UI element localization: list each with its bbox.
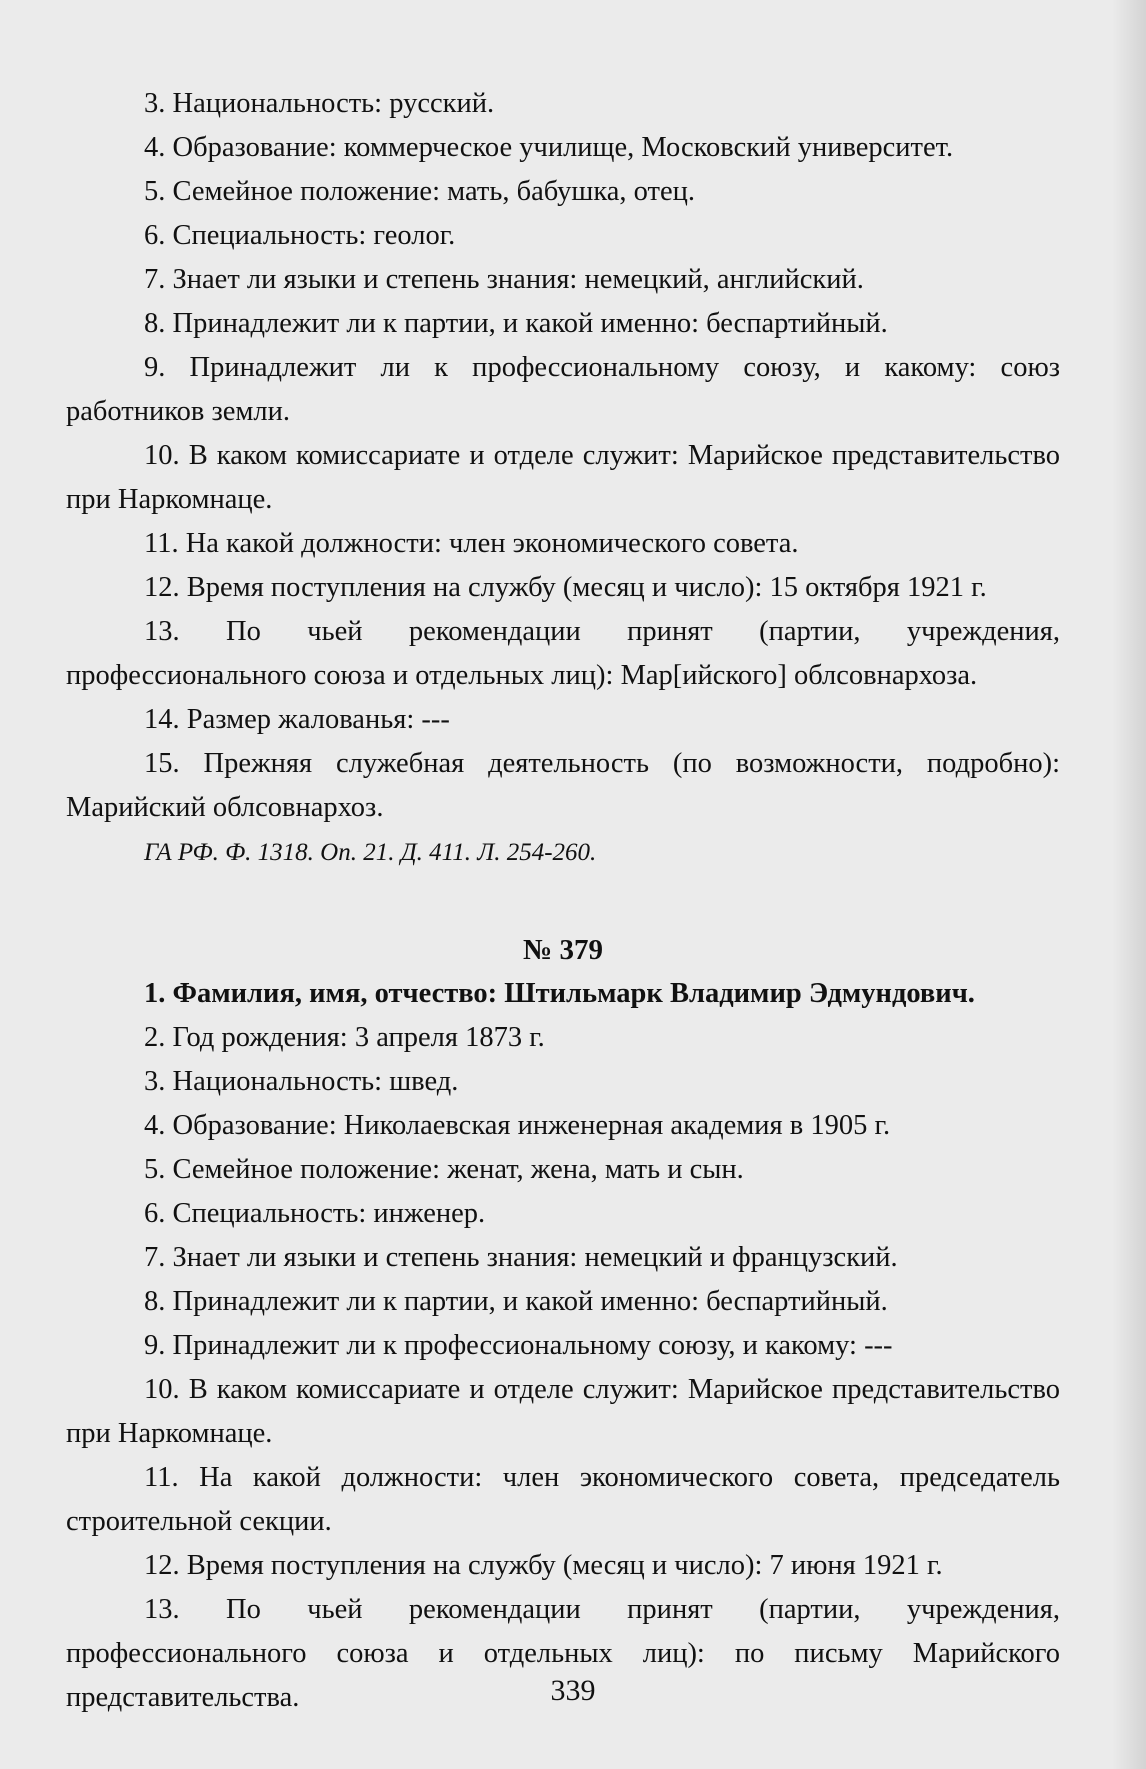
prev-item-3: 3. Национальность: русский. bbox=[144, 88, 495, 119]
entry-item-12: 12. Время поступления на службу (месяц и число): 7 июня 1921 г. bbox=[144, 1550, 943, 1581]
prev-item-4: 4. Образование: коммерческое училище, Московский университет. bbox=[144, 132, 954, 163]
entry-item-8: 8. Принадлежит ли к партии, и какой именно: беспартийный. bbox=[144, 1286, 888, 1317]
entry-item-11: 11. На какой должности: член экономического совета, председатель строительной секции. bbox=[66, 1462, 1060, 1537]
prev-item-9: 9. Принадлежит ли к профессиональному союзу, и какому: союз работников земли. bbox=[66, 352, 1060, 427]
page-number: 339 bbox=[550, 1674, 596, 1707]
prev-item-14: 14. Размер жалованья: --- bbox=[144, 704, 450, 735]
entry-item-10: 10. В каком комиссариате и отделе служит: Марийское представительство при Наркомнаце. bbox=[66, 1374, 1060, 1449]
prev-item-15: 15. Прежняя служебная деятельность (по возможности, подробно): Марийский облсовнархоз. bbox=[66, 748, 1060, 823]
entry-item-7: 7. Знает ли языки и степень знания: немецкий и французский. bbox=[144, 1242, 898, 1273]
prev-item-8: 8. Принадлежит ли к партии, и какой именно: беспартийный. bbox=[144, 308, 888, 339]
prev-item-7: 7. Знает ли языки и степень знания: немецкий, английский. bbox=[144, 264, 864, 295]
prev-item-10: 10. В каком комиссариате и отделе служит: Марийское представительство при Наркомнаце. bbox=[66, 440, 1060, 515]
prev-item-6: 6. Специальность: геолог. bbox=[144, 220, 456, 251]
entry-item-13: 13. По чьей рекомендации принят (партии, учреждения, профессионального союза и отдельных лиц): по письму Марийского представительства. bbox=[66, 1594, 1060, 1713]
prev-item-13: 13. По чьей рекомендации принят (партии, учреждения, профессионального союза и отдельных лиц): Мар[ийского] облсовнархоза. bbox=[66, 616, 1060, 691]
entry-item-3: 3. Национальность: швед. bbox=[144, 1066, 459, 1097]
entry-item-4: 4. Образование: Николаевская инженерная академия в 1905 г. bbox=[144, 1110, 891, 1141]
prev-item-11: 11. На какой должности: член экономического совета. bbox=[144, 528, 799, 559]
document-number-heading: № 379 bbox=[523, 934, 603, 966]
entry-item-5: 5. Семейное положение: женат, жена, мать и сын. bbox=[144, 1154, 744, 1185]
entry-item-2: 2. Год рождения: 3 апреля 1873 г. bbox=[144, 1022, 545, 1053]
entry-item-9: 9. Принадлежит ли к профессиональному союзу, и какому: --- bbox=[144, 1330, 893, 1361]
archive-source-reference: ГА РФ. Ф. 1318. Оп. 21. Д. 411. Л. 254-260. bbox=[144, 839, 597, 866]
page-text bbox=[66, 82, 1060, 1720]
page-gutter-shadow bbox=[1112, 0, 1146, 1769]
entry-item-1-name: 1. Фамилия, имя, отчество: Штильмарк Владимир Эдмундович. bbox=[144, 978, 975, 1009]
prev-item-5: 5. Семейное положение: мать, бабушка, отец. bbox=[144, 176, 696, 207]
prev-item-12: 12. Время поступления на службу (месяц и число): 15 октября 1921 г. bbox=[144, 572, 987, 603]
entry-item-6: 6. Специальность: инженер. bbox=[144, 1198, 486, 1229]
